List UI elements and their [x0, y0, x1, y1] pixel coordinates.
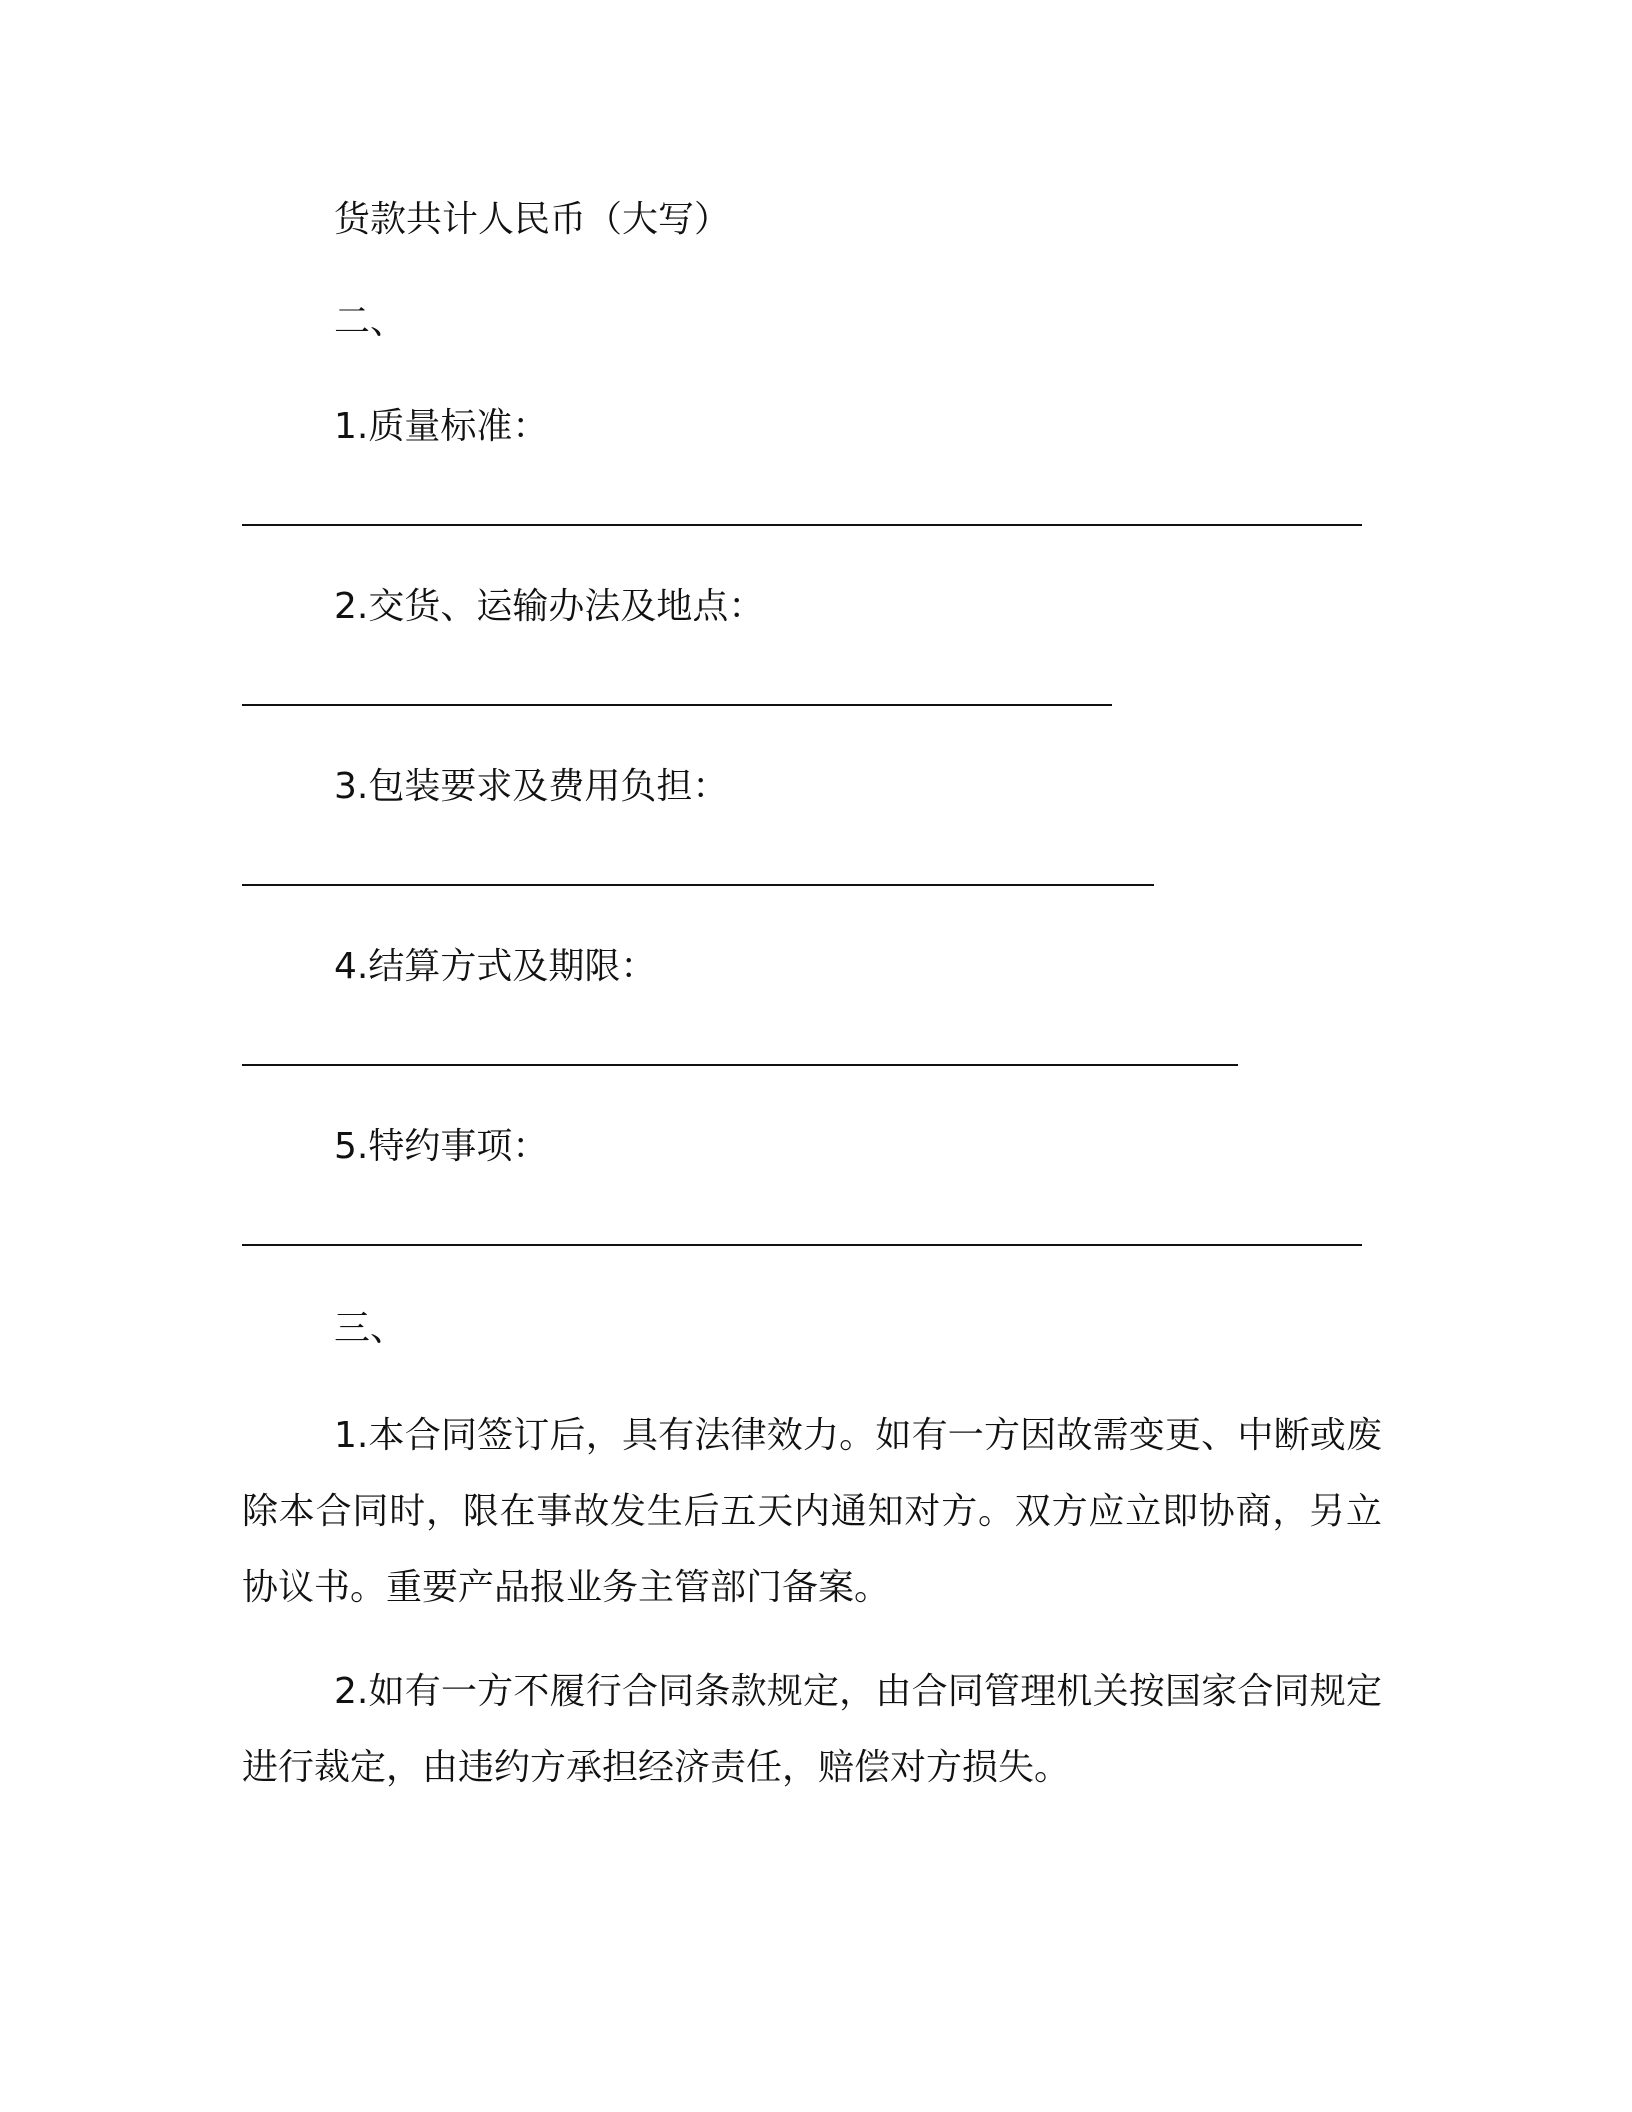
delivery-method-label: 2.交货、运输办法及地点： [334, 586, 765, 627]
clause-1-paragraph: 1.本合同签订后，具有法律效力。如有一方因故需变更、中断或废除本合同时，限在事故发生后五天内通知对方。双方应立即协商，另立协议书。重要产品报业务主管部门备案。 [242, 1415, 1382, 1608]
delivery-method-blank-line [242, 704, 1112, 706]
section-3-heading: 三、 [334, 1308, 407, 1349]
settlement-label: 4.结算方式及期限： [334, 946, 657, 987]
settlement-blank-line [242, 1064, 1238, 1066]
total-amount-label: 货款共计人民币（大写） [334, 199, 731, 240]
packaging-blank-line [242, 884, 1154, 886]
special-terms-blank-line [242, 1244, 1362, 1246]
quality-standard-label: 1.质量标准： [334, 406, 549, 447]
special-terms-label: 5.特约事项： [334, 1126, 549, 1167]
section-2-heading: 二、 [334, 301, 407, 342]
packaging-label: 3.包装要求及费用负担： [334, 766, 729, 807]
clause-2-paragraph: 2.如有一方不履行合同条款规定，由合同管理机关按国家合同规定进行裁定，由违约方承担经济责任，赔偿对方损失。 [242, 1671, 1382, 1788]
quality-standard-blank-line [242, 524, 1362, 526]
